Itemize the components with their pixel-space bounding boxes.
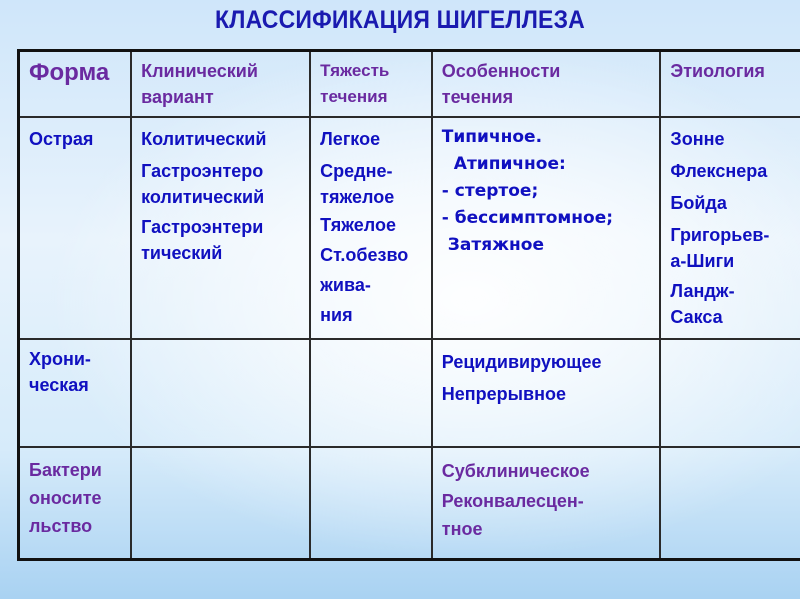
header-text: течения	[441, 87, 514, 107]
cell-etiology	[660, 339, 800, 447]
cell-text: Тяжелое	[320, 215, 396, 235]
cell-text: жива-	[320, 275, 371, 295]
table-row	[19, 117, 800, 339]
cell-text: колитический	[141, 187, 265, 207]
cell-etiology	[660, 117, 800, 339]
cell-features	[432, 339, 661, 447]
cell-text: - бессимптомное;	[441, 208, 614, 228]
cell-forma	[19, 117, 132, 339]
cell-forma	[19, 447, 132, 560]
table-row	[19, 339, 800, 447]
header-text: Клинический	[141, 61, 258, 81]
cell-text: Бойда	[670, 193, 727, 213]
cell-text: Хрони-	[29, 349, 91, 369]
header-cell-severity	[310, 51, 432, 118]
header-cell-features	[432, 51, 661, 118]
header-cell-etiology	[660, 51, 800, 118]
cell-text: Гастроэнтеро	[141, 161, 264, 181]
cell-text: льство	[29, 516, 93, 536]
cell-text: Острая	[29, 129, 94, 149]
cell-severity	[310, 447, 432, 560]
cell-text: Гастроэнтери	[141, 217, 264, 237]
header-text: Особенности	[441, 61, 561, 81]
cell-clinical-variant	[131, 447, 310, 560]
header-text: вариант	[141, 87, 214, 107]
table-header-row	[19, 51, 800, 118]
cell-text: тический	[141, 243, 223, 263]
cell-text: Атипичное:	[453, 154, 566, 174]
cell-features	[432, 447, 661, 560]
cell-text: Типичное.	[441, 127, 543, 147]
cell-text: а-Шиги	[670, 251, 735, 271]
header-text: течения	[320, 87, 388, 106]
header-text: Этиология	[670, 61, 765, 81]
cell-text: Зонне	[670, 129, 725, 149]
cell-text: Бактери	[29, 460, 102, 480]
classification-table	[17, 49, 800, 561]
cell-text: ния	[320, 305, 353, 325]
table-row	[19, 447, 800, 560]
cell-text: Григорьев-	[670, 225, 770, 245]
cell-text: Средне-	[320, 161, 393, 181]
cell-etiology	[660, 447, 800, 560]
cell-text: ческая	[29, 375, 89, 395]
cell-text: тное	[441, 519, 483, 539]
cell-clinical-variant	[131, 339, 310, 447]
cell-clinical-variant	[131, 117, 310, 339]
cell-text: Затяжное	[447, 235, 544, 255]
cell-text: - стертое;	[441, 181, 539, 201]
cell-text: Сакса	[670, 307, 723, 327]
cell-text: Колитический	[141, 129, 267, 149]
cell-text: Реконвалесцен-	[441, 491, 584, 511]
cell-severity	[310, 117, 432, 339]
cell-text: тяжелое	[320, 187, 395, 207]
cell-text: оносите	[29, 488, 102, 508]
cell-text: Непрерывное	[441, 384, 566, 404]
header-text: Форма	[29, 59, 110, 86]
cell-features	[432, 117, 661, 339]
cell-text: Субклиническое	[441, 461, 590, 481]
cell-text: Флекснера	[670, 161, 768, 181]
page-title: КЛАССИФИКАЦИЯ ШИГЕЛЛЕЗА	[215, 6, 585, 34]
cell-text: Легкое	[320, 129, 381, 149]
cell-severity	[310, 339, 432, 447]
header-text: Тяжесть	[320, 61, 390, 80]
cell-forma	[19, 339, 132, 447]
header-cell-clinical-variant	[131, 51, 310, 118]
cell-text: Рецидивирующее	[441, 352, 602, 372]
header-cell-forma	[19, 51, 132, 118]
cell-text: Ст.обезво	[320, 245, 409, 265]
cell-text: Ландж-	[670, 281, 735, 301]
